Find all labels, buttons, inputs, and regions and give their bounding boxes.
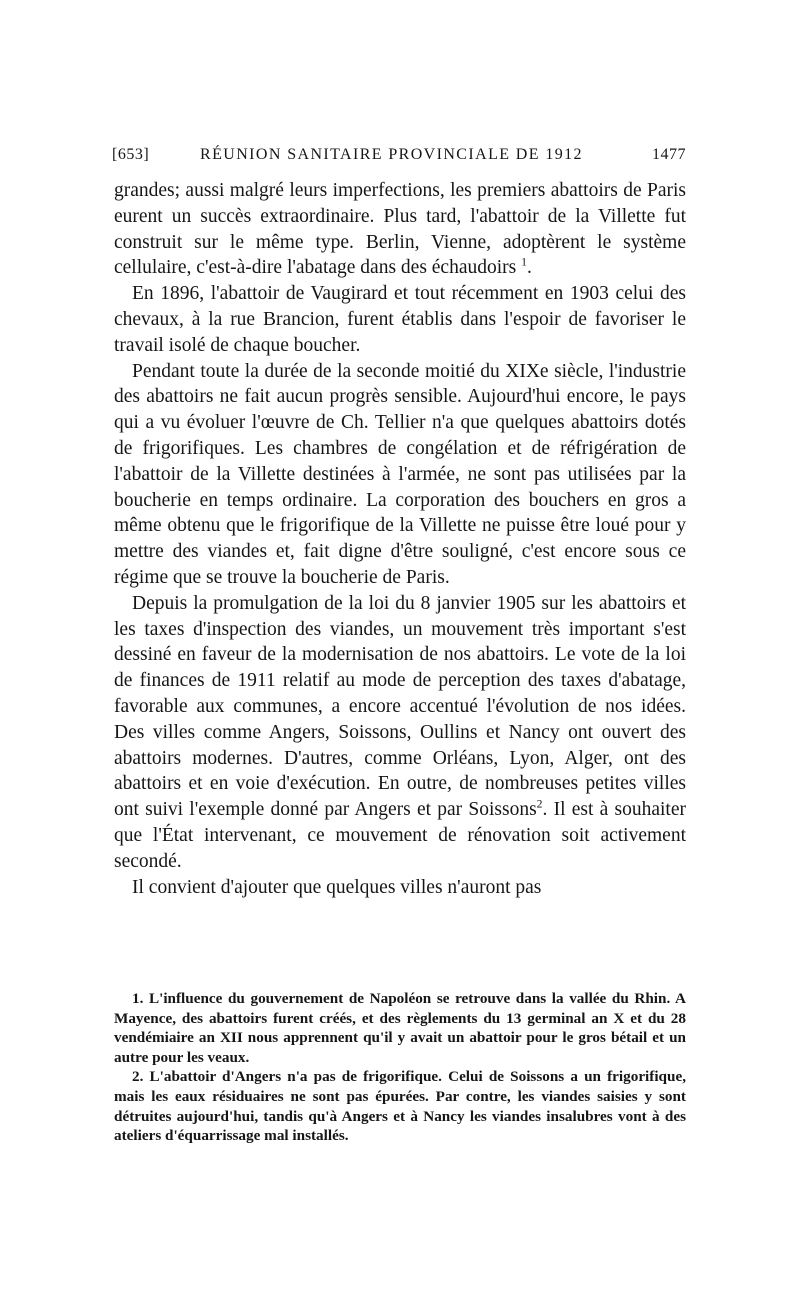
footnotes	[114, 989, 686, 1146]
body-text	[114, 178, 686, 900]
footnote-marker: 2	[536, 797, 543, 811]
paragraph: En 1896, l'abattoir de Vaugirard et tout récemment en 1903 celui des chevaux, à la rue Brancion, furent établis dans l'espoir de favoriser le travail isolé de chaque boucher.	[114, 283, 686, 356]
footnote-marker: 1	[521, 255, 527, 269]
footnote: 2. L'abattoir d'Angers n'a pas de frigorifique. Celui de Soissons a un frigorifique, mais les eaux résiduaires ne sont pas épurées. Par contre, les viandes saisies y sont détruites aujourd'hui, tandis qu'à Angers et à Nancy les viandes insalubres vont à des ateliers d'équarrissage mal installés.	[114, 1068, 686, 1145]
paragraph	[114, 178, 686, 281]
paragraph: Pendant toute la durée de la seconde moitié du XIXe siècle, l'industrie des abattoirs ne fait aucun progrès sensible. Aujourd'hui encore, le pays qui a vu évoluer l'œuvre de Ch. Tellier n'a que quelques abattoirs dotés de frigorifiques. Les chambres de congélation et de réfrigération de l'abattoir de la Villette destinées à l'armée, ne sont pas utilisées par la boucherie en temps ordinaire. La corporation des bouchers en gros a même obtenu que le frigorifique de la Villette ne puisse être loué pour y mettre des viandes et, fait digne d'être souligné, c'est encore sous ce régime que se trouve la boucherie de Paris.	[114, 360, 686, 588]
paragraph-text: . Il est à souhaiter que l'État intervenant, ce mouvement de rénovation soit activement secondé.	[114, 799, 686, 872]
paragraph-text: Depuis la promulgation de la loi du 8 janvier 1905 sur les abattoirs et les taxes d'inspection des viandes, un mouvement très important s'est dessiné en faveur de la modernisation de nos abattoirs. Le vote de la loi de finances de 1911 relatif au mode de perception des taxes d'abatage, favorable aux communes, a encore accentué l'évolution de nos idées. Des villes comme Angers, Soissons, Oullins et Nancy ont ouvert des abattoirs modernes. D'autres, comme Orléans, Lyon, Alger, ont des abattoirs et en voie d'exécution. En outre, de nombreuses petites villes ont suivi l'exemple donné par Angers et par Soissons	[114, 592, 686, 821]
page-number: 1477	[652, 146, 686, 163]
paragraph	[114, 591, 686, 875]
running-title: RÉUNION SANITAIRE PROVINCIALE DE 1912	[200, 146, 583, 163]
page-reference: [653]	[112, 146, 150, 163]
footnote: 1. L'influence du gouvernement de Napoléon se retrouve dans la vallée du Rhin. A Mayence, des abattoirs furent créés, et des règlements du 13 germinal an X et du 28 vendémiaire an XII nous apprennent qu'il y avait un abattoir pour le gros bétail et un autre pour les veaux.	[114, 990, 686, 1066]
page-header	[112, 146, 686, 172]
paragraph-text: grandes; aussi malgré leurs imperfections, les premiers abattoirs de Paris eurent un succès extraordinaire. Plus tard, l'abattoir de la Villette fut construit sur le même type. Berlin, Vienne, adoptèrent le système cellulaire, c'est-à-dire l'abatage dans des échaudoirs	[114, 180, 686, 279]
paragraph: Il convient d'ajouter que quelques villes n'auront pas	[132, 876, 542, 898]
paragraph-text: .	[526, 257, 532, 279]
